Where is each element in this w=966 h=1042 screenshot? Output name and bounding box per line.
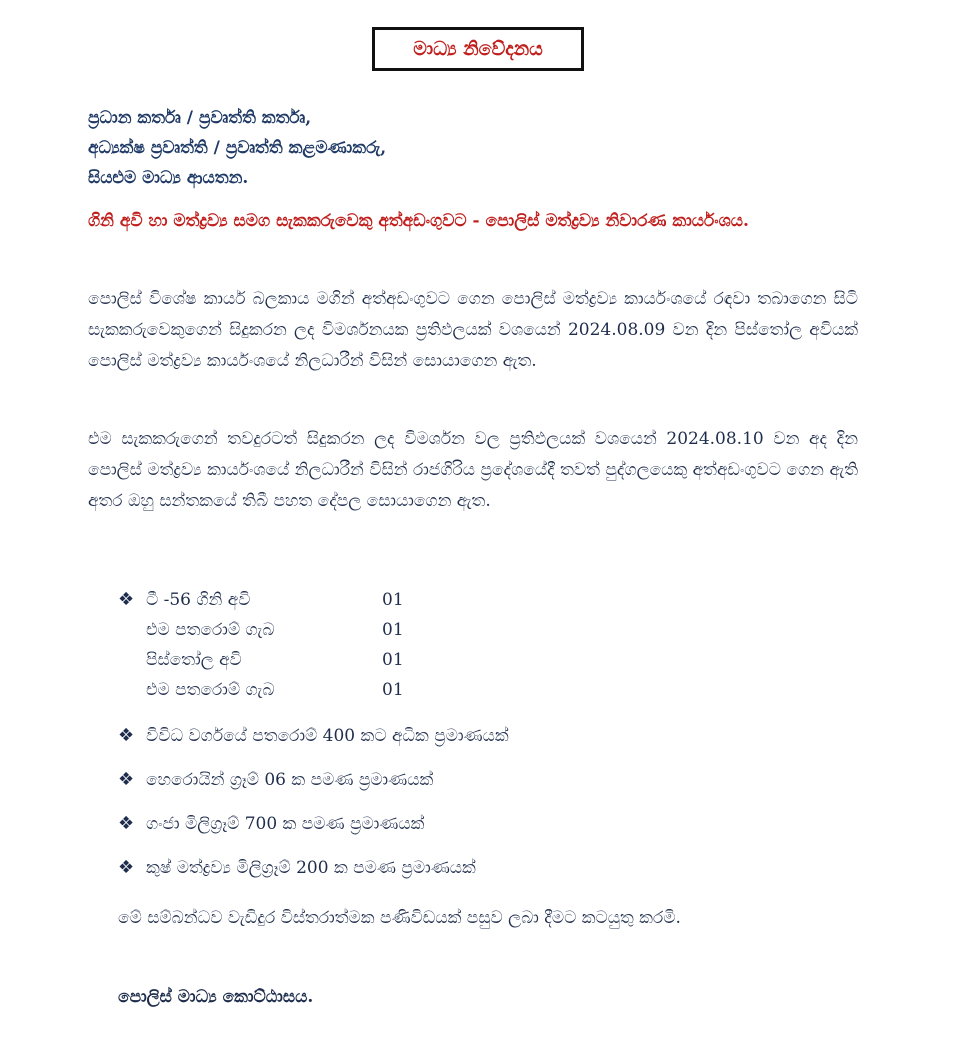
bullet-icon: ❖ <box>118 813 135 834</box>
document-title <box>372 27 584 71</box>
weapon-item <box>118 620 858 650</box>
bullet-icon: ❖ <box>118 589 135 610</box>
list-item <box>118 726 858 770</box>
weapon-qty: 01 <box>382 620 404 640</box>
weapon-label: එම පතරොම් ගැබ <box>146 680 275 700</box>
addressee-line: සියළුම මාධ්‍ය ආයතන. <box>88 168 249 188</box>
bullet-icon: ❖ <box>118 857 135 878</box>
list-item-text: හෙරොයින් ග්‍රෑම් 06 ක පමණ ප්‍රමාණයක් <box>146 770 434 790</box>
bullet-icon: ❖ <box>118 725 135 746</box>
seized-items-list <box>118 590 858 902</box>
document-title-text: මාධ්‍ය නිවේදනය <box>413 38 543 60</box>
list-item-text: විවිධ වර්ගයේ පතරොම් 400 කට අධික ප්‍රමාණයක් <box>146 726 509 746</box>
addressee-block <box>88 103 848 193</box>
weapon-qty: 01 <box>382 650 404 670</box>
list-item <box>118 858 858 902</box>
body-paragraph: පොලිස් විශේෂ කාර්ය බලකාය මගින් අත්අඩංගුවට ගෙන පොලිස් මත්ද්‍රව්‍ය කාර්යංශයේ රඳවා තබාගෙන සිටි සැකකරුවෙකුගෙන් සිදුකරන ලද විමර්ශනයක ප්‍රතිඵලයක් වශයෙන් 2024.08.09 වන දින පිස්තෝල අවියක් පොලිස් මත්ද්‍රව්‍ය කාර්යංශයේ නිලධාරීන් විසින් සොයාගෙන ඇත. <box>88 289 858 371</box>
body-paragraph: එම සැකකරුගෙන් තවදුරටත් සිදුකරන ලද විමර්ශන වල ප්‍රතිඵලයක් වශයෙන් 2024.08.10 වන අද දින පොලිස් මත්ද්‍රව්‍ය කාර්යංශයේ නිලධාරීන් විසින් රාජගිරිය ප්‍රදේශයේදී තවත් පුද්ගලයෙකු අත්අඩංගුවට ගෙන ඇති අතර ඔහු සන්තකයේ තිබී පහත දේපල සොයාගෙන ඇත. <box>88 429 858 511</box>
addressee-line: ප්‍රධාන කර්තෘ / ප්‍රවෘත්ති කර්තෘ, <box>88 108 312 128</box>
closing-note: මේ සම්බන්ධව වැඩිදුර විස්තරාත්මක පණිවිඩයක් පසුව ලබා දීමට කටයුතු කරමි. <box>118 908 681 928</box>
addressee-line: අධ්‍යක්ෂ ප්‍රවෘත්ති / ප්‍රවෘත්ති කළමණාකරු, <box>88 138 387 158</box>
signature: පොලිස් මාධ්‍ය කොට්ඨාසය. <box>118 987 314 1007</box>
weapon-label: පිස්තෝල අවි <box>146 650 242 670</box>
weapon-item <box>118 650 858 680</box>
list-item-text: කුෂ් මත්ද්‍රව්‍ය මිලිග්‍රෑම් 200 ක පමණ ප්‍රමාණයක් <box>146 858 476 878</box>
weapon-item <box>118 590 858 620</box>
weapon-item <box>118 680 858 726</box>
list-item <box>118 814 858 858</box>
weapon-label: ටී -56 ගිනි අවි <box>146 590 251 610</box>
list-item <box>118 770 858 814</box>
weapon-label: එම පතරොම් ගැබ <box>146 620 275 640</box>
weapon-qty: 01 <box>382 590 404 610</box>
headline: ගිනි අවි හා මත්ද්‍රව්‍ය සමග සැකකරුවෙකු අත්අඩංගුවට - පොලිස් මත්ද්‍රව්‍ය නිවාරණ කාර්යංශය. <box>88 211 749 231</box>
weapon-qty: 01 <box>382 680 404 700</box>
bullet-icon: ❖ <box>118 769 135 790</box>
list-item-text: ගංජා මිලිග්‍රෑම් 700 ක පමණ ප්‍රමාණයක් <box>146 814 425 834</box>
